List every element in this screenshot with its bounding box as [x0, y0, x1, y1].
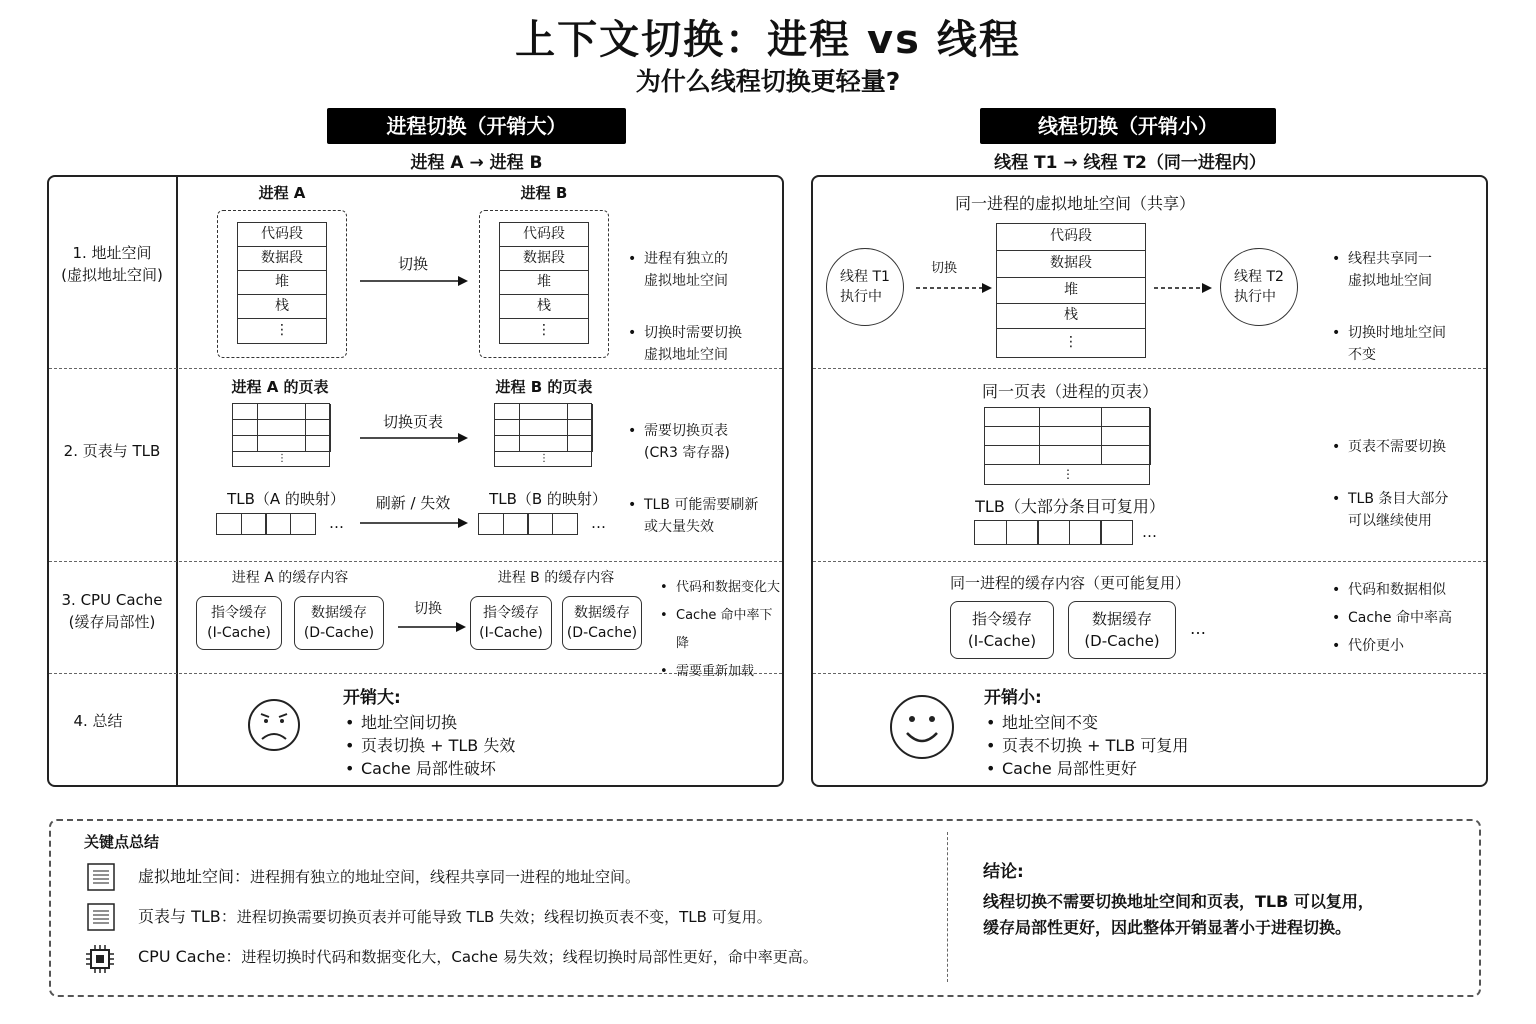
process-switch-subheader: 进程 A → 进程 B	[410, 153, 543, 173]
note: • 需要切换页表 (CR3 寄存器)	[626, 420, 782, 464]
key-point-text: 进程拥有独立的地址空间，线程共享同一进程的地址空间。	[250, 868, 641, 886]
address-space-notes	[626, 226, 776, 388]
note: • 代码和数据变化大	[658, 574, 784, 602]
note: • 切换时地址空间 不变	[1330, 322, 1480, 366]
process-a-segments	[237, 222, 327, 344]
page-title: 上下文切换：进程 vs 线程	[515, 17, 1021, 63]
thread-switch-header: 线程切换（开销小）	[980, 108, 1276, 144]
cache-b-label: 进程 B 的缓存内容	[497, 570, 615, 586]
tlb-a-label: TLB（A 的映射）	[227, 490, 345, 508]
segment: ⋮	[275, 322, 289, 338]
summary-item: • 页表不切换 + TLB 可复用	[984, 734, 1188, 757]
row-label-address-space: 1. 地址空间 (虚拟地址空间)	[61, 244, 163, 284]
segment: 数据段	[238, 247, 326, 271]
thread-t1-circle: 线程 T1 执行中	[826, 248, 904, 326]
tlb-a-entries	[216, 513, 314, 535]
note: • 进程有独立的 虚拟地址空间	[626, 248, 776, 292]
note: • Cache 命中率高	[1330, 604, 1480, 632]
page-subtitle: 为什么线程切换更轻量?	[635, 67, 901, 96]
cache-notes	[658, 574, 784, 686]
shared-cache-label: 同一进程的缓存内容（更可能复用）	[949, 574, 1190, 592]
summary-item: • Cache 局部性破坏	[343, 757, 515, 780]
flush-arrow	[358, 516, 470, 530]
conclusion-title: 结论:	[983, 862, 1024, 882]
note: • 切换时需要切换 虚拟地址空间	[626, 322, 776, 366]
row-divider	[813, 673, 1486, 674]
shared-icache: 指令缓存 (I-Cache)	[950, 601, 1054, 659]
thread-cache-notes	[1330, 576, 1480, 660]
key-point-label: 页表与 TLB：	[138, 907, 237, 926]
process-b-icache: 指令缓存 (I-Cache)	[470, 596, 552, 650]
key-point-text: 进程切换时代码和数据变化大，Cache 易失效；线程切换时局部性更好，命中率更高。	[241, 948, 818, 966]
reusable-tlb-entries	[974, 520, 1132, 545]
switch-page-table-label: 切换页表	[382, 413, 443, 431]
cache-switch-label: 切换	[414, 601, 442, 617]
key-points-divider	[947, 832, 948, 982]
note: • TLB 条目大部分 可以继续使用	[1330, 488, 1480, 532]
shared-segments	[996, 223, 1146, 358]
process-b-dcache: 数据缓存 (D-Cache)	[562, 596, 642, 650]
document-icon	[86, 902, 116, 932]
thread-switch-arrow	[914, 281, 994, 295]
row-divider	[49, 561, 782, 562]
page-table-b: ⋮	[494, 403, 592, 467]
thread-switch-arrow-2	[1152, 281, 1214, 295]
thread-page-table-notes	[1330, 414, 1480, 554]
note: • TLB 可能需要刷新 或大量失效	[626, 494, 782, 538]
thread-summary-list	[984, 711, 1188, 780]
process-b-label: 进程 B	[520, 184, 568, 202]
page-table-a-label: 进程 A 的页表	[231, 378, 329, 396]
shared-address-space-label: 同一进程的虚拟地址空间（共享）	[954, 194, 1195, 213]
note: • 页表不需要切换	[1330, 436, 1480, 458]
summary-item: • 页表切换 + TLB 失效	[343, 734, 515, 757]
segment: ⋮	[537, 322, 551, 338]
flush-label: 刷新 / 失效	[375, 494, 451, 512]
note: • Cache 命中率下降	[658, 602, 784, 658]
segment: ⋮	[1064, 334, 1078, 350]
process-a-label: 进程 A	[258, 184, 306, 202]
summary-item: • Cache 局部性更好	[984, 757, 1188, 780]
process-a-icache: 指令缓存 (I-Cache)	[196, 596, 282, 650]
cache-a-label: 进程 A 的缓存内容	[231, 570, 349, 586]
segment: 堆	[500, 271, 588, 295]
thread-switch-label: 切换	[930, 261, 957, 276]
cpu-chip-icon	[84, 943, 116, 975]
process-summary-list	[343, 711, 515, 780]
sad-face-icon	[247, 693, 303, 757]
switch-arrow	[358, 274, 470, 288]
segment: 堆	[238, 271, 326, 295]
segment: 堆	[997, 278, 1145, 304]
key-point-virtual-address	[138, 866, 640, 888]
process-a-dcache: 数据缓存 (D-Cache)	[294, 596, 384, 650]
row-label-page-table: 2. 页表与 TLB	[63, 442, 161, 460]
process-b-segments	[499, 222, 589, 344]
segment: 代码段	[997, 224, 1145, 251]
key-point-label: 虚拟地址空间：	[138, 867, 251, 886]
tlb-b-label: TLB（B 的映射）	[489, 490, 607, 508]
segment: 数据段	[500, 247, 588, 271]
segment: 代码段	[238, 223, 326, 247]
smiley-face-icon	[888, 693, 956, 761]
key-point-text: 进程切换需要切换页表并可能导致 TLB 失效；线程切换页表不变，TLB 可复用。	[236, 908, 772, 926]
segment: 栈	[238, 295, 326, 319]
shared-cache-more: …	[1190, 619, 1206, 638]
thread-t2-circle: 线程 T2 执行中	[1220, 248, 1298, 326]
tlb-b-more: …	[591, 514, 606, 532]
note: • 代码和数据相似	[1330, 576, 1480, 604]
summary-item: • 地址空间切换	[343, 711, 515, 734]
segment: 栈	[997, 304, 1145, 329]
conclusion-text: 线程切换不需要切换地址空间和页表，TLB 可以复用， 缓存局部性更好，因此整体开销显著小于进程切换。	[983, 892, 1374, 937]
thread-switch-subheader: 线程 T1 → 线程 T2（同一进程内）	[994, 153, 1266, 173]
segment: 栈	[500, 295, 588, 319]
reusable-tlb-more: …	[1142, 523, 1157, 541]
key-points-title: 关键点总结	[84, 833, 160, 851]
note: • 代价更小	[1330, 632, 1480, 660]
segment: 数据段	[997, 251, 1145, 278]
key-point-page-table	[138, 906, 772, 928]
switch-page-table-arrow	[358, 431, 470, 445]
page-table-notes	[626, 398, 782, 560]
note: • 需要重新加载	[658, 658, 784, 686]
thread-summary-title: 开销小:	[984, 688, 1042, 708]
summary-item: • 地址空间不变	[984, 711, 1188, 734]
row-divider	[813, 561, 1486, 562]
tlb-a-more: …	[329, 514, 344, 532]
process-summary-title: 开销大:	[343, 688, 401, 708]
key-point-label: CPU Cache：	[138, 947, 242, 966]
switch-label: 切换	[397, 255, 428, 273]
shared-page-table: ⋮	[984, 407, 1150, 485]
shared-dcache: 数据缓存 (D-Cache)	[1068, 601, 1176, 659]
row-label-summary: 4. 总结	[73, 712, 123, 730]
page-table-b-label: 进程 B 的页表	[495, 378, 593, 396]
tlb-b-entries	[478, 513, 576, 535]
note: • 线程共享同一 虚拟地址空间	[1330, 248, 1480, 292]
row-label-divider	[176, 176, 178, 786]
cache-switch-arrow	[396, 620, 468, 634]
thread-address-space-notes	[1330, 226, 1480, 388]
reusable-tlb-label: TLB（大部分条目可复用）	[975, 497, 1165, 516]
key-point-cpu-cache	[138, 946, 818, 968]
segment: 代码段	[500, 223, 588, 247]
same-page-table-label: 同一页表（进程的页表）	[981, 382, 1158, 401]
process-switch-header: 进程切换（开销大）	[327, 108, 626, 144]
page-table-a: ⋮	[232, 403, 330, 467]
document-icon	[86, 862, 116, 892]
row-label-cpu-cache: 3. CPU Cache (缓存局部性)	[61, 591, 163, 631]
